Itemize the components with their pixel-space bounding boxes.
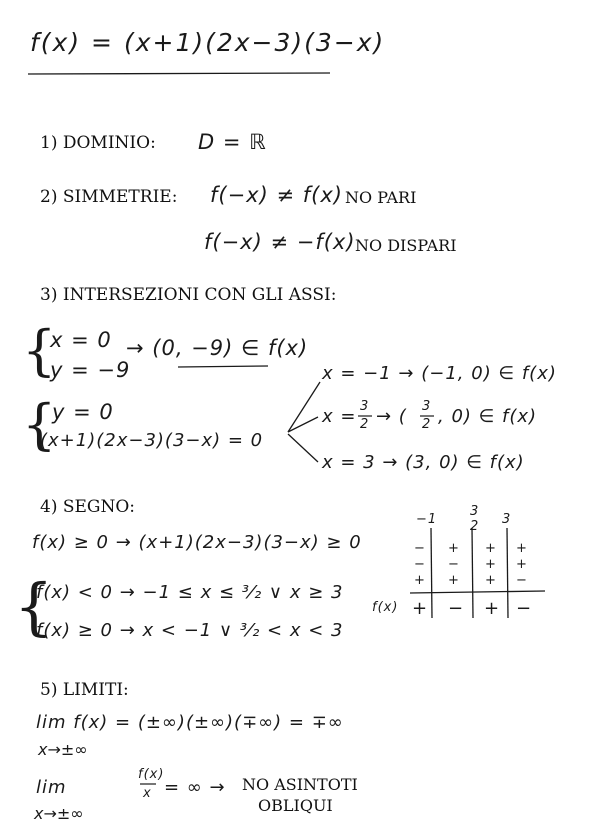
dispari-formula: f(−x) ≠ −f(x) [204, 230, 356, 254]
section-limiti-title: 5) LIMITI: [40, 680, 129, 700]
limit2-subscript: x→±∞ [34, 804, 84, 823]
sign-result-cell: − [516, 598, 533, 619]
obliqui-label: OBLIQUI [258, 796, 333, 815]
system2-line2: (x+1)(2x−3)(3−x) = 0 [40, 430, 264, 451]
pari-formula: f(−x) ≠ f(x) [210, 183, 343, 207]
root2-rhs: , 0) ∈ f(x) [438, 406, 538, 427]
section-dominio-title: 1) DOMINIO: [40, 133, 156, 153]
section-segno-title: 4) SEGNO: [40, 497, 136, 517]
root1-result: x = −1 → (−1, 0) ∈ f(x) [322, 363, 557, 384]
branch-arrow-down [288, 434, 318, 462]
root2-frac-num: 3 [360, 399, 370, 414]
no-asintoti-label: NO ASINTOTI [242, 775, 358, 794]
segno-positive-line: f(x) ≥ 0 → x < −1 ∨ ³⁄₂ < x < 3 [36, 620, 344, 641]
sign-cell: − [414, 541, 426, 556]
system1-brace: { [22, 319, 57, 382]
sign-cell: − [516, 573, 528, 588]
root2-frac-den: 2 [360, 417, 370, 432]
sign-header-minus-one: −1 [416, 512, 438, 527]
sign-cell: − [414, 557, 426, 572]
sign-table-vline-2 [472, 528, 473, 618]
sign-cell: + [448, 541, 460, 556]
system1-result: → (0, −9) ∈ f(x) [126, 336, 309, 360]
header-underline [28, 73, 330, 74]
limit1-expression: lim f(x) = (±∞)(±∞)(∓∞) = ∓∞ [36, 712, 344, 733]
sign-header-three-half-den: 2 [470, 519, 480, 534]
sign-cell: − [448, 557, 460, 572]
sign-table-hline [410, 591, 545, 593]
limit2-numerator: f(x) [138, 767, 165, 782]
limit2-denominator: x [143, 786, 152, 801]
section-intersezioni-title: 3) INTERSEZIONI CON GLI ASSI: [40, 285, 337, 305]
root2-point-den: 2 [422, 417, 432, 432]
sign-result-cell: − [448, 598, 465, 619]
segno-brace: { [14, 570, 54, 643]
sign-table-vline-3 [507, 528, 508, 618]
root3-result: x = 3 → (3, 0) ∈ f(x) [322, 452, 525, 473]
root2-arrow: → ( [376, 406, 407, 427]
section-simmetrie-title: 2) SIMMETRIE: [40, 187, 178, 207]
no-dispari-label: NO DISPARI [355, 236, 457, 255]
segno-inequality: f(x) ≥ 0 → (x+1)(2x−3)(3−x) ≥ 0 [32, 532, 362, 553]
function-definition: f(x) = (x+1)(2x−3)(3−x) [30, 28, 386, 57]
sign-cell: + [485, 573, 497, 588]
segno-negative-line: f(x) < 0 → −1 ≤ x ≤ ³⁄₂ ∨ x ≥ 3 [36, 582, 344, 603]
sign-result-cell: + [484, 598, 501, 619]
system2-line1: y = 0 [52, 400, 114, 424]
sign-header-three: 3 [502, 512, 512, 527]
no-pari-label: NO PARI [345, 188, 417, 207]
sign-header-three-half-num: 3 [470, 504, 480, 519]
sign-table-vline-1 [431, 528, 432, 618]
root2-lhs: x = [322, 406, 357, 427]
sign-result-label: f(x) [372, 600, 399, 615]
sign-cell: + [485, 557, 497, 572]
system2-brace: { [22, 393, 57, 456]
sign-cell: + [485, 541, 497, 556]
system1-line2: y = −9 [50, 358, 131, 382]
sign-cell: + [414, 573, 426, 588]
limit2-rhs: = ∞ → [164, 777, 226, 798]
dominio-formula: D = ℝ [198, 130, 267, 154]
limit2-lim: lim [36, 777, 67, 798]
limit1-subscript: x→±∞ [38, 740, 88, 759]
root2-point-num: 3 [422, 399, 432, 414]
sign-result-cell: + [412, 598, 429, 619]
sign-cell: + [516, 557, 528, 572]
system1-line1: x = 0 [50, 328, 112, 352]
sign-cell: + [516, 541, 528, 556]
sign-cell: + [448, 573, 460, 588]
result-underline [178, 366, 268, 367]
